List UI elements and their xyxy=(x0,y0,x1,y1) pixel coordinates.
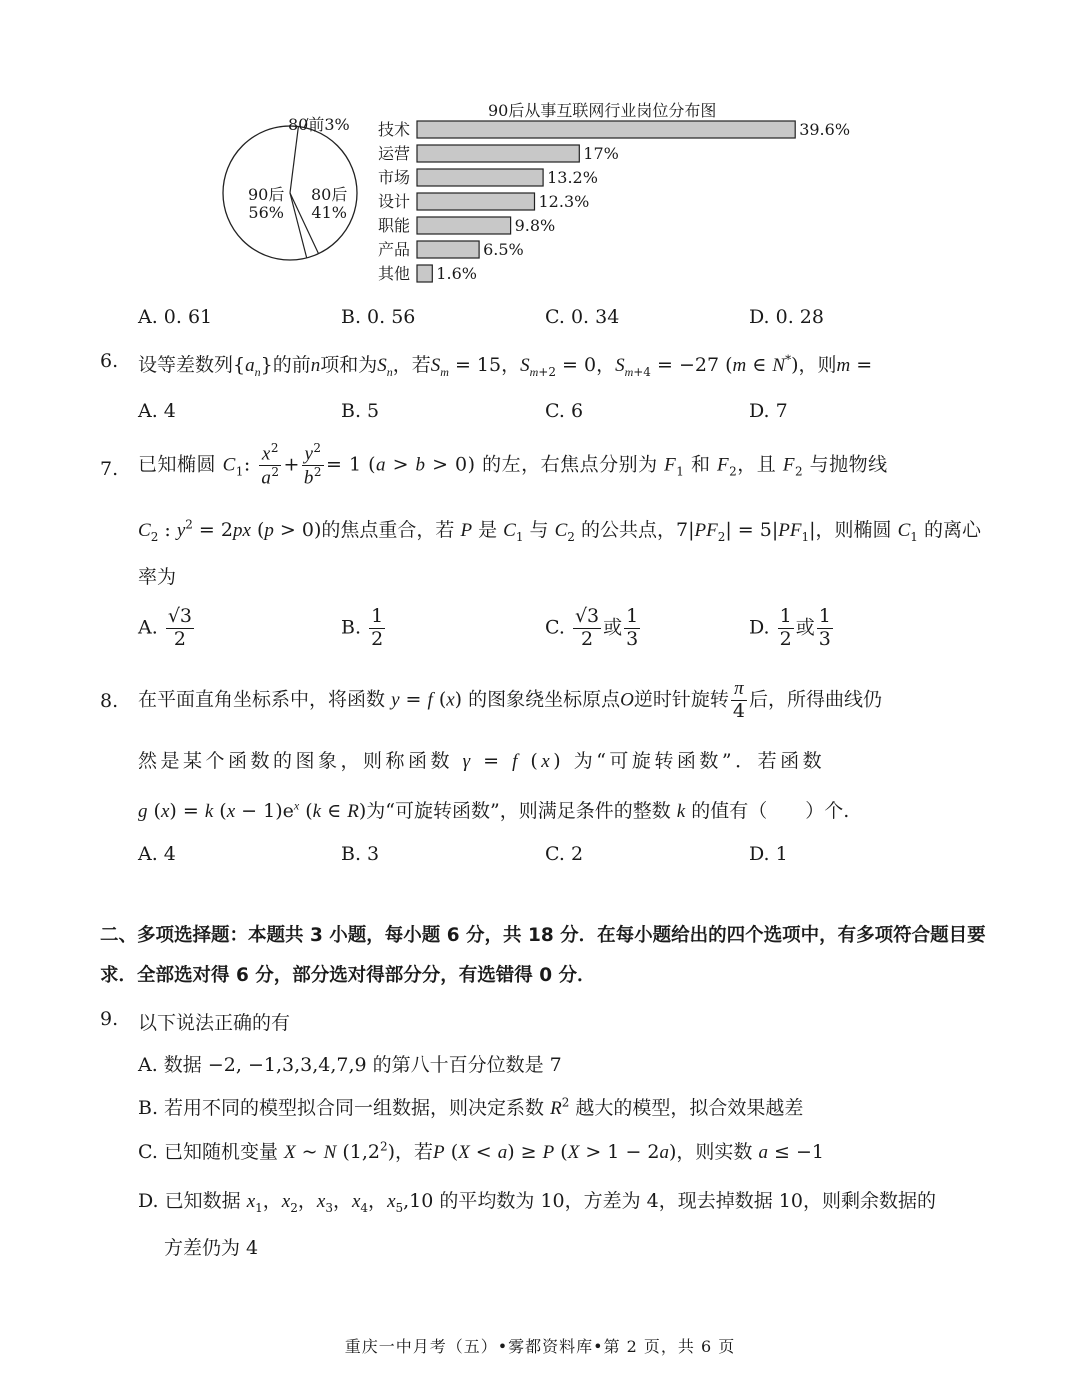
q7-line-2: $C_2$ : $y^2 = 2px$ (p > 0)的焦点重合，若 P 是 $C_1$ 与 $C_2$ 的公共点，$7|PF_2| = 5|PF_1|$，则椭圆 $C_1$ 的离心 xyxy=(138,517,981,544)
section-2-heading: 二、多项选择题：本题共 3 小题，每小题 6 分，共 18 分．在每小题给出的四个选项中，有多项符合题目要求．全部选对得 6 分，部分选对得部分分，有选错得 0 分． xyxy=(100,925,986,986)
q7-line-1: 已知椭圆 $C_1$: $\frac{x^2}{a^2}$ + $\frac{y^2}{b^2}$ = 1 (a > b > 0) 的左，右焦点分别为 $F_1$ 和 $F_2$，且 $F_2$ 与抛物线 xyxy=(138,441,888,489)
pie-label-80s-name: 80后 xyxy=(311,185,348,204)
pie-label-80s xyxy=(311,186,347,222)
bar-产品 xyxy=(417,241,479,258)
q8-option-b: B. 3 xyxy=(341,843,380,865)
q9-option-d: D. 已知数据 $x_1$，$x_2$，$x_3$，$x_4$，$x_5,10$ 的平均数为 10，方差为 4，现去掉数据 10，则剩余数据的 xyxy=(138,1190,936,1215)
q9-text: ，若 xyxy=(395,1141,434,1163)
bar-运营 xyxy=(417,145,579,162)
bar-市场 xyxy=(417,169,543,186)
q7-text: 的左，右焦点分别为 xyxy=(482,453,658,476)
q7-line-3: 率为 xyxy=(138,566,177,588)
q9-text: A. 数据 xyxy=(138,1054,202,1076)
q7-text: 的离心 xyxy=(923,519,981,541)
q8-text: 的图象绕坐标原点 xyxy=(468,688,621,711)
bar-value-label: 9.8% xyxy=(514,216,556,235)
q9-stem: 以下说法正确的有 xyxy=(138,1012,291,1034)
bar-category-label: 技术 xyxy=(378,120,411,139)
q6-option-c: C. 6 xyxy=(545,400,584,422)
q8-text: 在平面直角坐标系中，将函数 xyxy=(138,688,386,711)
bar-category-label: 职能 xyxy=(378,216,411,235)
bar-技术 xyxy=(417,121,795,138)
q6-text: 设等差数列 xyxy=(138,354,234,376)
q7-text: 已知椭圆 xyxy=(138,453,217,476)
bar-设计 xyxy=(417,193,535,210)
q8-text: 逆时针旋转 xyxy=(633,688,729,711)
q7-or: 或 xyxy=(795,616,815,639)
q7-number: 7. xyxy=(100,458,119,480)
q6-option-d: D. 7 xyxy=(749,400,788,422)
q6-number: 6. xyxy=(100,350,119,372)
q9-text: B. 若用不同的模型拟合同一组数据，则决定系数 xyxy=(138,1097,545,1119)
bar-职能 xyxy=(417,217,511,234)
q8-line-3: g (x) = k $(x - 1)e^x$ (k ∈ R)为“可旋转函数”，则满足条件的整数 k 的值有（ ）个. xyxy=(138,798,850,822)
q7-text: 与抛物线 xyxy=(809,453,888,476)
bar-category-label: 产品 xyxy=(378,240,411,259)
bar-category-label: 市场 xyxy=(378,168,411,187)
q5-option-d: D. 0. 28 xyxy=(749,306,824,328)
q7-option-b-label: B. xyxy=(341,616,362,639)
q9-text: ，则实数 xyxy=(676,1141,753,1163)
q7-option-b: B. $\frac{1}{2}$ xyxy=(341,605,384,650)
q7-option-c-label: C. xyxy=(545,616,565,639)
bar-chart-title: 90后从事互联网行业岗位分布图 xyxy=(488,101,717,120)
q7-text: 是 xyxy=(478,519,498,541)
pie-label-90s-name: 90后 xyxy=(248,185,285,204)
q9-option-b: B. 若用不同的模型拟合同一组数据，则决定系数 $R^2$ 越大的模型，拟合效果越差 xyxy=(138,1095,804,1119)
bar-value-label: 17% xyxy=(583,144,619,163)
q6-stem: 设等差数列$\{a_n\}$的前n项和为$S_n$，若$S_m = 15$，$S_{m+2} = 0$，$S_{m+4} = -27$ (m ∈ N*)，则m = xyxy=(138,352,873,379)
q5-option-a: A. 0. 61 xyxy=(138,306,213,328)
q9-text: C. 已知随机变量 xyxy=(138,1141,278,1163)
q7-option-a: A. $\frac{√3}{2}$ xyxy=(138,605,193,650)
q6-text: 的前 xyxy=(272,354,311,376)
q8-text: 后，所得曲线仍 xyxy=(748,688,882,711)
q7-text: ，且 xyxy=(737,453,777,476)
q7-text: 和 xyxy=(690,453,711,476)
pie-label-90s xyxy=(248,186,284,222)
q7-or: 或 xyxy=(603,616,623,639)
q9-option-c: C. 已知随机变量 X ~ N $(1,2^2)$，若P (X < a) ≥ P (X > 1 − 2a)，则实数 a ≤ −1 xyxy=(138,1139,824,1163)
q8-line-1: 在平面直角坐标系中，将函数 y = f (x) 的图象绕坐标原点O逆时针旋转 $\frac{\pi}{4}$ 后，所得曲线仍 xyxy=(138,678,882,722)
q7-option-a-label: A. xyxy=(138,616,158,639)
q5-option-b: B. 0. 56 xyxy=(341,306,416,328)
q9-option-d-cont: 方差仍为 4 xyxy=(164,1237,259,1259)
q8-option-a: A. 4 xyxy=(138,843,176,865)
q8-option-d: D. 1 xyxy=(749,843,788,865)
bar-value-label: 13.2% xyxy=(547,168,598,187)
q6-text: ，若 xyxy=(392,354,431,376)
q5-option-c: C. 0. 34 xyxy=(545,306,620,328)
bar-value-label: 1.6% xyxy=(436,264,477,283)
q6-text: 项和为 xyxy=(320,354,378,376)
q8-text: 为“可旋转函数”．若函数 xyxy=(573,750,826,772)
q7-text: ，则椭圆 xyxy=(815,519,892,541)
q8-text: 的值有（ ）个. xyxy=(691,800,850,822)
bar-category-label: 设计 xyxy=(378,192,411,211)
q9-option-a: A. 数据 −2, −1,3,3,4,7,9 的第八十百分位数是 7 xyxy=(138,1054,562,1076)
q9-text: D. 已知数据 xyxy=(138,1190,241,1212)
q8-option-c: C. 2 xyxy=(545,843,584,865)
q6-option-b: B. 5 xyxy=(341,400,380,422)
bar-value-label: 6.5% xyxy=(483,240,524,259)
bar-chart xyxy=(370,116,860,292)
q6-option-a: A. 4 xyxy=(138,400,176,422)
q7-option-d-label: D. xyxy=(749,616,770,639)
bar-category-label: 运营 xyxy=(378,144,411,163)
q8-line-2: 然是某个函数的图象，则称函数 γ = f (x) 为“可旋转函数”．若函数 xyxy=(138,750,826,772)
q8-text: 然是某个函数的图象，则称函数 xyxy=(138,750,454,772)
bar-其他 xyxy=(417,265,432,282)
q7-text: 的公共点， xyxy=(580,519,676,541)
q6-text: ，则 xyxy=(798,354,837,376)
q7-option-d: D. $\frac{1}{2}$ 或 $\frac{1}{3}$ xyxy=(749,605,831,650)
pie-label-80s-value: 41% xyxy=(311,203,347,222)
pie-label-80-before: 80前3% xyxy=(288,115,350,134)
bar-category-label: 其他 xyxy=(378,264,411,283)
q8-text: 为“可旋转函数”，则满足条件的整数 xyxy=(366,800,671,822)
q9-number: 9. xyxy=(100,1008,119,1030)
q7-text: 与 xyxy=(529,519,549,541)
q7-option-c: C. $\frac{√3}{2}$ 或 $\frac{1}{3}$ xyxy=(545,605,639,650)
bar-value-label: 39.6% xyxy=(799,120,851,139)
q9-text: 的第八十百分位数是 7 xyxy=(372,1054,562,1076)
page-footer: 重庆一中月考（五）•雾都资料库•第 2 页，共 6 页 xyxy=(344,1337,736,1356)
q8-number: 8. xyxy=(100,690,119,712)
bar-value-label: 12.3% xyxy=(538,192,590,211)
q9-text: 越大的模型，拟合效果越差 xyxy=(575,1097,804,1119)
q7-text: 的焦点重合，若 xyxy=(321,519,455,541)
pie-label-90s-value: 56% xyxy=(248,203,284,222)
q9-text: 的平均数为 10，方差为 4，现去掉数据 10，则剩余数据的 xyxy=(439,1190,936,1212)
